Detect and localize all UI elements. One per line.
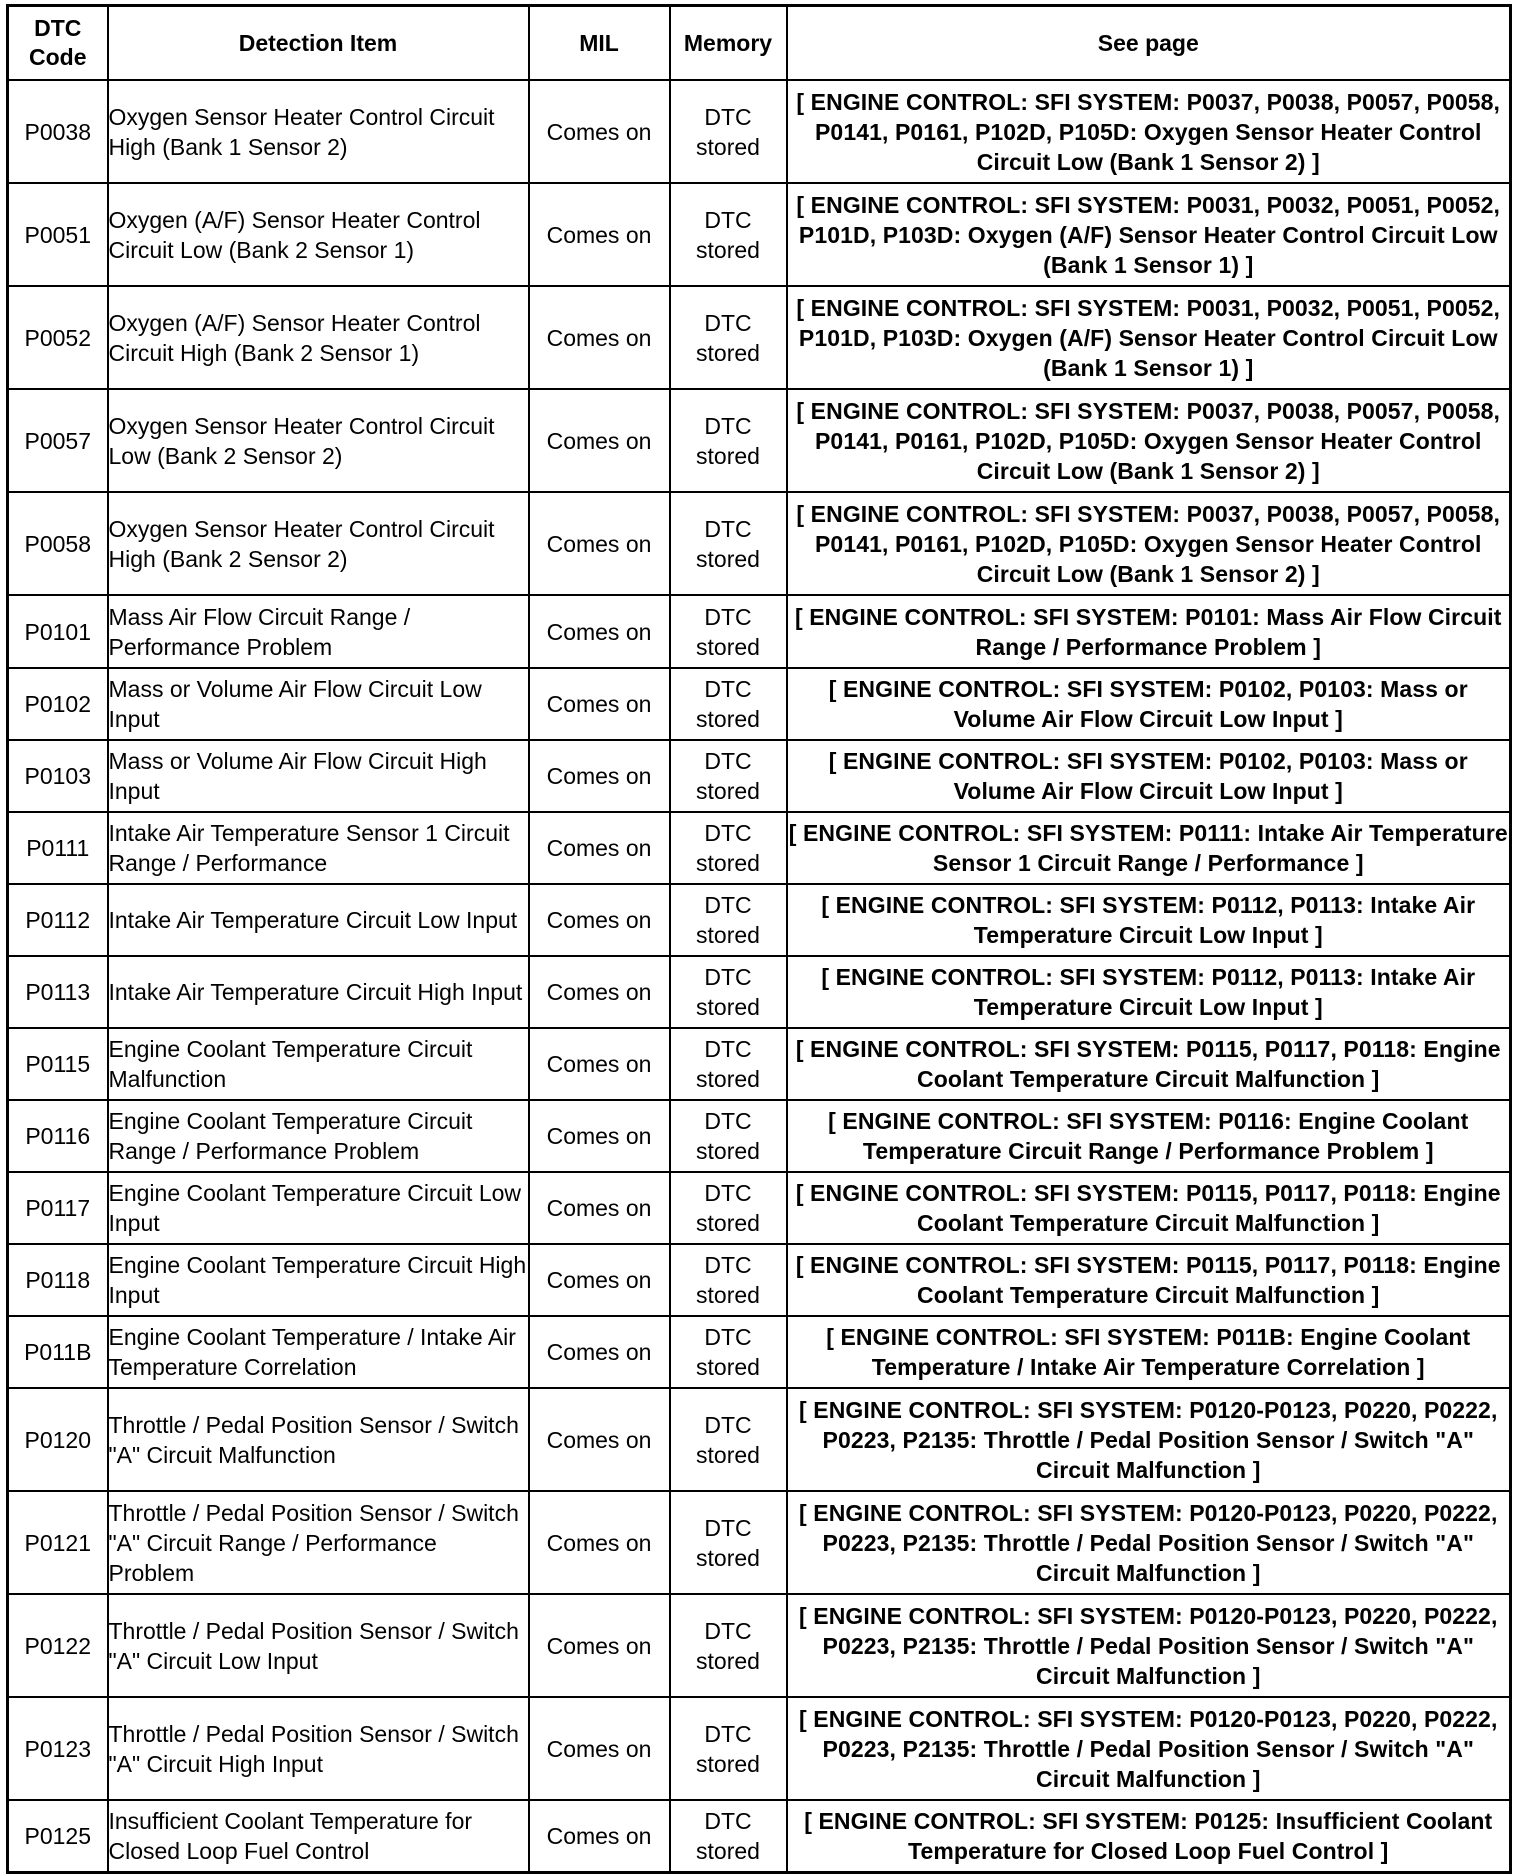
memory-cell: DTC stored [670,492,787,595]
see-page-cell: [ ENGINE CONTROL: SFI SYSTEM: P0120-P0123, P0220, P0222, P0223, P2135: Throttle / Pedal Position Sensor / Switch "A" Circuit Malfunction ] [787,1388,1511,1491]
table-row [8,492,1511,595]
see-page-cell: [ ENGINE CONTROL: SFI SYSTEM: P0120-P0123, P0220, P0222, P0223, P2135: Throttle / Pedal Position Sensor / Switch "A" Circuit Malfunction ] [787,1491,1511,1594]
see-page-cell: [ ENGINE CONTROL: SFI SYSTEM: P0115, P0117, P0118: Engine Coolant Temperature Circuit Malfunction ] [787,1172,1511,1244]
table-row [8,80,1511,183]
memory-cell: DTC stored [670,1388,787,1491]
dtc-code-cell: P0052 [8,286,108,389]
table-row [8,1491,1511,1594]
dtc-code-cell: P0122 [8,1594,108,1697]
header-mil: MIL [529,6,670,81]
dtc-table [6,4,1512,1874]
mil-cell: Comes on [529,884,670,956]
memory-cell: DTC stored [670,1172,787,1244]
memory-cell: DTC stored [670,1100,787,1172]
mil-cell: Comes on [529,1388,670,1491]
dtc-code-cell: P0101 [8,595,108,668]
mil-cell: Comes on [529,595,670,668]
table-row [8,812,1511,884]
mil-cell: Comes on [529,389,670,492]
mil-cell: Comes on [529,80,670,183]
memory-cell: DTC stored [670,1800,787,1873]
mil-cell: Comes on [529,492,670,595]
dtc-code-cell: P0123 [8,1697,108,1800]
table-row [8,1594,1511,1697]
table-row [8,389,1511,492]
mil-cell: Comes on [529,1697,670,1800]
mil-cell: Comes on [529,1100,670,1172]
see-page-cell: [ ENGINE CONTROL: SFI SYSTEM: P0112, P0113: Intake Air Temperature Circuit Low Input ] [787,956,1511,1028]
memory-cell: DTC stored [670,1697,787,1800]
detection-item-cell: Engine Coolant Temperature Circuit Range / Performance Problem [108,1100,529,1172]
detection-item-cell: Throttle / Pedal Position Sensor / Switch "A" Circuit High Input [108,1697,529,1800]
detection-item-cell: Engine Coolant Temperature Circuit Low Input [108,1172,529,1244]
see-page-cell: [ ENGINE CONTROL: SFI SYSTEM: P0112, P0113: Intake Air Temperature Circuit Low Input ] [787,884,1511,956]
table-row [8,1172,1511,1244]
see-page-cell: [ ENGINE CONTROL: SFI SYSTEM: P0115, P0117, P0118: Engine Coolant Temperature Circuit Malfunction ] [787,1028,1511,1100]
dtc-code-cell: P0125 [8,1800,108,1873]
mil-cell: Comes on [529,668,670,740]
detection-item-cell: Throttle / Pedal Position Sensor / Switch "A" Circuit Low Input [108,1594,529,1697]
see-page-cell: [ ENGINE CONTROL: SFI SYSTEM: P0120-P0123, P0220, P0222, P0223, P2135: Throttle / Pedal Position Sensor / Switch "A" Circuit Malfunction ] [787,1697,1511,1800]
memory-cell: DTC stored [670,183,787,286]
memory-cell: DTC stored [670,80,787,183]
dtc-code-cell: P0115 [8,1028,108,1100]
mil-cell: Comes on [529,1594,670,1697]
dtc-table-sheet [6,4,1509,1874]
dtc-code-cell: P0102 [8,668,108,740]
dtc-code-cell: P0120 [8,1388,108,1491]
memory-cell: DTC stored [670,668,787,740]
mil-cell: Comes on [529,1172,670,1244]
header-see-page: See page [787,6,1511,81]
table-row [8,1028,1511,1100]
dtc-code-cell: P0112 [8,884,108,956]
see-page-cell: [ ENGINE CONTROL: SFI SYSTEM: P0116: Engine Coolant Temperature Circuit Range / Performance Problem ] [787,1100,1511,1172]
mil-cell: Comes on [529,956,670,1028]
detection-item-cell: Mass Air Flow Circuit Range / Performance Problem [108,595,529,668]
detection-item-cell: Engine Coolant Temperature Circuit High Input [108,1244,529,1316]
see-page-cell: [ ENGINE CONTROL: SFI SYSTEM: P0101: Mass Air Flow Circuit Range / Performance Problem ] [787,595,1511,668]
see-page-cell: [ ENGINE CONTROL: SFI SYSTEM: P0102, P0103: Mass or Volume Air Flow Circuit Low Input ] [787,668,1511,740]
see-page-cell: [ ENGINE CONTROL: SFI SYSTEM: P0037, P0038, P0057, P0058, P0141, P0161, P102D, P105D: Oxygen Sensor Heater Control Circuit Low (Bank 1 Sensor 2) ] [787,80,1511,183]
table-row [8,1388,1511,1491]
memory-cell: DTC stored [670,595,787,668]
memory-cell: DTC stored [670,286,787,389]
table-row [8,595,1511,668]
table-row [8,956,1511,1028]
detection-item-cell: Intake Air Temperature Circuit High Input [108,956,529,1028]
table-header-row [8,6,1511,81]
table-row [8,1800,1511,1873]
see-page-cell: [ ENGINE CONTROL: SFI SYSTEM: P0031, P0032, P0051, P0052, P101D, P103D: Oxygen (A/F) Sensor Heater Control Circuit Low (Bank 1 Sensor 1) ] [787,183,1511,286]
mil-cell: Comes on [529,1800,670,1873]
detection-item-cell: Engine Coolant Temperature / Intake Air Temperature Correlation [108,1316,529,1388]
mil-cell: Comes on [529,1028,670,1100]
header-detection-item: Detection Item [108,6,529,81]
see-page-cell: [ ENGINE CONTROL: SFI SYSTEM: P011B: Engine Coolant Temperature / Intake Air Temperature Correlation ] [787,1316,1511,1388]
detection-item-cell: Insufficient Coolant Temperature for Closed Loop Fuel Control [108,1800,529,1873]
dtc-code-cell: P011B [8,1316,108,1388]
see-page-cell: [ ENGINE CONTROL: SFI SYSTEM: P0125: Insufficient Coolant Temperature for Closed Loop Fuel Control ] [787,1800,1511,1873]
detection-item-cell: Oxygen Sensor Heater Control Circuit Low (Bank 2 Sensor 2) [108,389,529,492]
memory-cell: DTC stored [670,812,787,884]
dtc-code-cell: P0038 [8,80,108,183]
memory-cell: DTC stored [670,1316,787,1388]
detection-item-cell: Throttle / Pedal Position Sensor / Switch "A" Circuit Malfunction [108,1388,529,1491]
header-memory: Memory [670,6,787,81]
see-page-cell: [ ENGINE CONTROL: SFI SYSTEM: P0031, P0032, P0051, P0052, P101D, P103D: Oxygen (A/F) Sensor Heater Control Circuit Low (Bank 1 Sensor 1) ] [787,286,1511,389]
see-page-cell: [ ENGINE CONTROL: SFI SYSTEM: P0120-P0123, P0220, P0222, P0223, P2135: Throttle / Pedal Position Sensor / Switch "A" Circuit Malfunction ] [787,1594,1511,1697]
memory-cell: DTC stored [670,740,787,812]
detection-item-cell: Intake Air Temperature Circuit Low Input [108,884,529,956]
table-row [8,286,1511,389]
detection-item-cell: Oxygen (A/F) Sensor Heater Control Circuit Low (Bank 2 Sensor 1) [108,183,529,286]
see-page-cell: [ ENGINE CONTROL: SFI SYSTEM: P0037, P0038, P0057, P0058, P0141, P0161, P102D, P105D: Oxygen Sensor Heater Control Circuit Low (Bank 1 Sensor 2) ] [787,492,1511,595]
detection-item-cell: Intake Air Temperature Sensor 1 Circuit Range / Performance [108,812,529,884]
mil-cell: Comes on [529,1316,670,1388]
mil-cell: Comes on [529,1491,670,1594]
memory-cell: DTC stored [670,1491,787,1594]
header-dtc-code: DTC Code [8,6,108,81]
memory-cell: DTC stored [670,956,787,1028]
table-row [8,183,1511,286]
dtc-code-cell: P0051 [8,183,108,286]
dtc-code-cell: P0117 [8,1172,108,1244]
detection-item-cell: Oxygen Sensor Heater Control Circuit High (Bank 2 Sensor 2) [108,492,529,595]
memory-cell: DTC stored [670,389,787,492]
table-row [8,1697,1511,1800]
dtc-code-cell: P0121 [8,1491,108,1594]
table-row [8,1100,1511,1172]
see-page-cell: [ ENGINE CONTROL: SFI SYSTEM: P0102, P0103: Mass or Volume Air Flow Circuit Low Input ] [787,740,1511,812]
see-page-cell: [ ENGINE CONTROL: SFI SYSTEM: P0037, P0038, P0057, P0058, P0141, P0161, P102D, P105D: Oxygen Sensor Heater Control Circuit Low (Bank 1 Sensor 2) ] [787,389,1511,492]
detection-item-cell: Throttle / Pedal Position Sensor / Switch "A" Circuit Range / Performance Problem [108,1491,529,1594]
memory-cell: DTC stored [670,1244,787,1316]
memory-cell: DTC stored [670,1028,787,1100]
memory-cell: DTC stored [670,884,787,956]
dtc-code-cell: P0058 [8,492,108,595]
table-row [8,1316,1511,1388]
table-row [8,1244,1511,1316]
mil-cell: Comes on [529,183,670,286]
dtc-code-cell: P0116 [8,1100,108,1172]
table-row [8,884,1511,956]
table-row [8,668,1511,740]
dtc-code-cell: P0057 [8,389,108,492]
mil-cell: Comes on [529,1244,670,1316]
detection-item-cell: Oxygen Sensor Heater Control Circuit High (Bank 1 Sensor 2) [108,80,529,183]
detection-item-cell: Engine Coolant Temperature Circuit Malfunction [108,1028,529,1100]
mil-cell: Comes on [529,286,670,389]
see-page-cell: [ ENGINE CONTROL: SFI SYSTEM: P0111: Intake Air Temperature Sensor 1 Circuit Range / Performance ] [787,812,1511,884]
see-page-cell: [ ENGINE CONTROL: SFI SYSTEM: P0115, P0117, P0118: Engine Coolant Temperature Circuit Malfunction ] [787,1244,1511,1316]
table-row [8,740,1511,812]
memory-cell: DTC stored [670,1594,787,1697]
detection-item-cell: Mass or Volume Air Flow Circuit High Input [108,740,529,812]
detection-item-cell: Oxygen (A/F) Sensor Heater Control Circuit High (Bank 2 Sensor 1) [108,286,529,389]
dtc-code-cell: P0118 [8,1244,108,1316]
dtc-code-cell: P0103 [8,740,108,812]
dtc-code-cell: P0113 [8,956,108,1028]
detection-item-cell: Mass or Volume Air Flow Circuit Low Input [108,668,529,740]
mil-cell: Comes on [529,740,670,812]
mil-cell: Comes on [529,812,670,884]
dtc-code-cell: P0111 [8,812,108,884]
